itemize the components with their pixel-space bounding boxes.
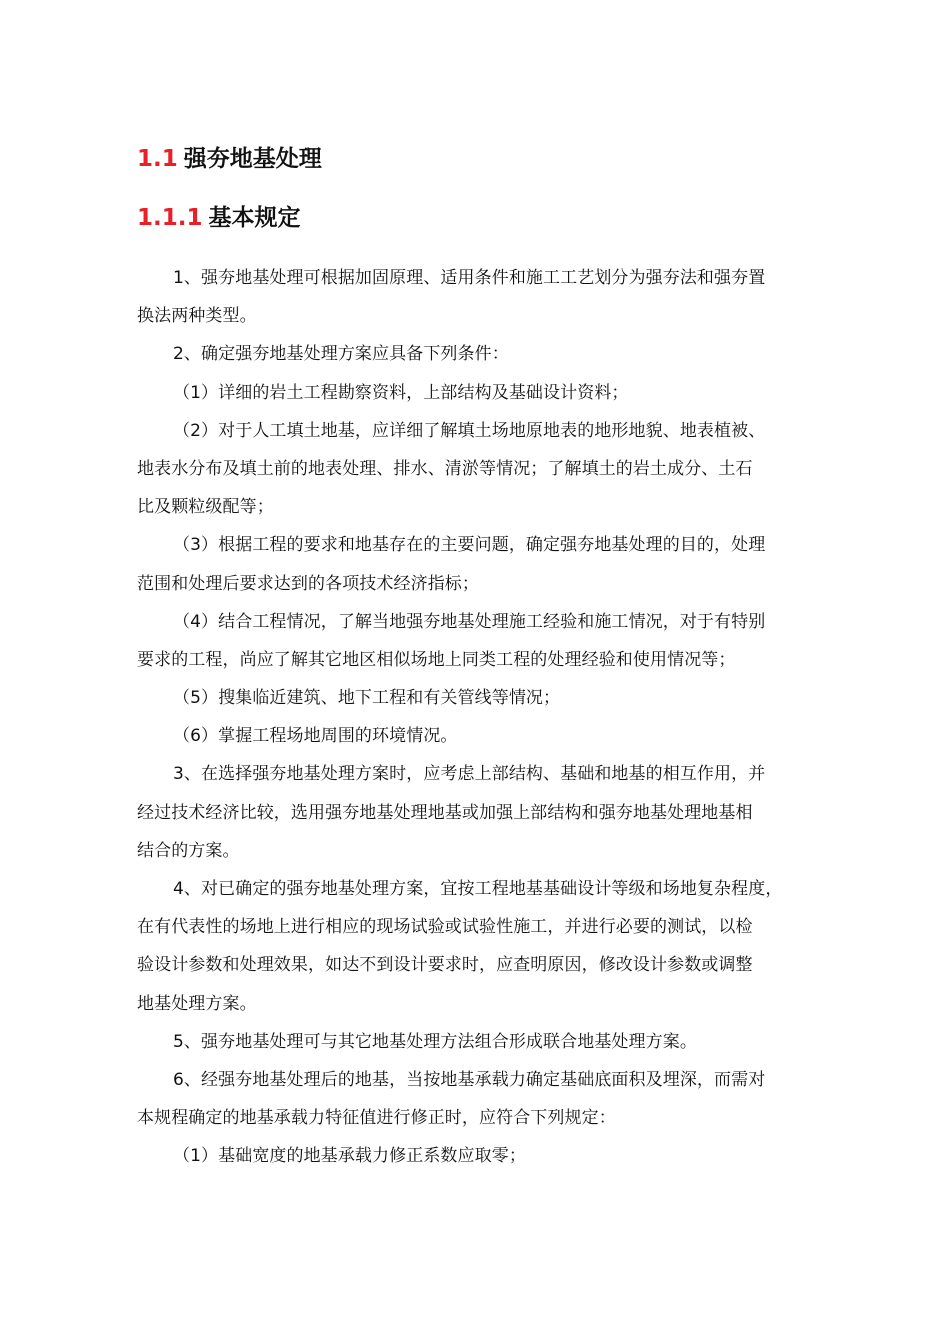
- text-line: （1）基础宽度的地基承载力修正系数应取零；: [173, 1146, 526, 1167]
- text-line: 范围和处理后要求达到的各项技术经济指标；: [137, 573, 479, 594]
- text-line: 4、对已确定的强夯地基处理方案，宜按工程地基基础设计等级和场地复杂程度，: [173, 879, 783, 899]
- text-line: 2、确定强夯地基处理方案应具备下列条件：: [173, 344, 509, 365]
- text-line: （5）搜集临近建筑、地下工程和有关管线等情况；: [173, 688, 561, 709]
- subsection-number: 1.1.1: [137, 205, 203, 231]
- text-line: 本规程确定的地基承载力特征值进行修正时，应符合下列规定：: [137, 1108, 616, 1129]
- section-heading-1-1: [137, 144, 322, 174]
- subsection-title: 基本规定: [208, 205, 301, 231]
- text-line: （2）对于人工填土地基，应详细了解填土场地原地表的地形地貌、地表植被、: [173, 420, 766, 441]
- text-line: 地表水分布及填土前的地表处理、排水、清淤等情况；了解填土的岩土成分、土石: [137, 458, 753, 479]
- text-line: 验设计参数和处理效果，如达不到设计要求时，应查明原因，修改设计参数或调整: [137, 955, 753, 976]
- section-number: 1.1: [137, 146, 178, 172]
- text-line: 换法两种类型。: [137, 306, 257, 327]
- text-line: 地基处理方案。: [137, 993, 257, 1014]
- text-line: 比及颗粒级配等；: [137, 497, 274, 518]
- section-title: 强夯地基处理: [183, 146, 322, 172]
- text-line: 经过技术经济比较，选用强夯地基处理地基或加强上部结构和强夯地基处理地基相: [137, 802, 753, 823]
- body-text: [137, 259, 837, 1176]
- text-line: （3）根据工程的要求和地基存在的主要问题，确定强夯地基处理的目的，处理: [173, 535, 766, 556]
- text-line: 要求的工程，尚应了解其它地区相似场地上同类工程的处理经验和使用情况等；: [137, 649, 736, 670]
- text-line: 5、强夯地基处理可与其它地基处理方法组合形成联合地基处理方案。: [173, 1031, 697, 1052]
- subsection-heading-1-1-1: [137, 203, 301, 233]
- text-line: （1）详细的岩土工程勘察资料，上部结构及基础设计资料；: [173, 382, 629, 403]
- text-line: 结合的方案。: [137, 840, 240, 861]
- text-line: （4）结合工程情况，了解当地强夯地基处理施工经验和施工情况，对于有特别: [173, 611, 766, 632]
- text-line: 3、在选择强夯地基处理方案时，应考虑上部结构、基础和地基的相互作用，并: [173, 764, 766, 785]
- text-line: 1、强夯地基处理可根据加固原理、适用条件和施工工艺划分为强夯法和强夯置: [173, 268, 766, 288]
- text-line: 在有代表性的场地上进行相应的现场试验或试验性施工，并进行必要的测试，以检: [137, 917, 753, 938]
- text-line: 6、经强夯地基处理后的地基，当按地基承载力确定基础底面积及埋深，而需对: [173, 1069, 766, 1090]
- text-line: （6）掌握工程场地周围的环境情况。: [173, 726, 458, 747]
